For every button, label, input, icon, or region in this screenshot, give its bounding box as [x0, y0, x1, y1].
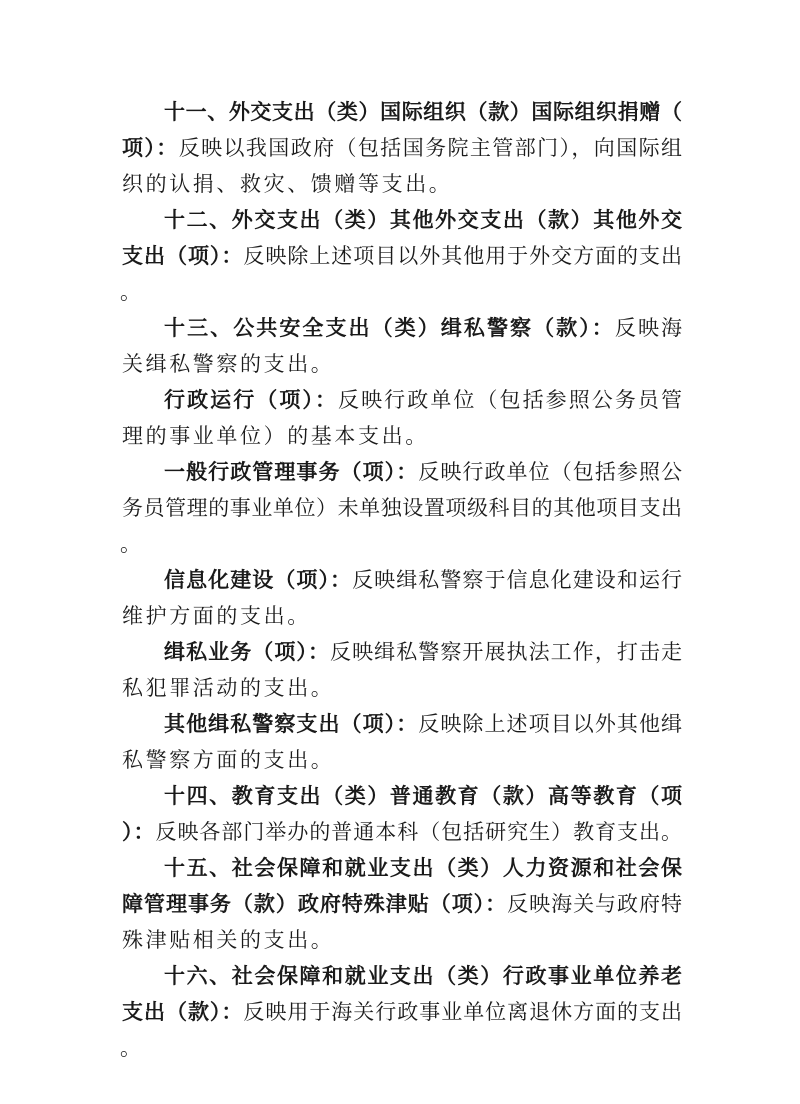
paragraph-14-line-1: 十四、教育支出（类）普通教育（款）高等教育（项	[164, 784, 682, 808]
paragraph-11-line-2: 项）：反映以我国政府（包括国务院主管部门），向国际组	[122, 136, 683, 160]
paragraph-15-line-3: 殊津贴相关的支出。	[122, 928, 335, 952]
paragraph-anti-smuggling-line-1: 缉私业务（项）：反映缉私警察开展执法工作，打击走	[164, 640, 683, 664]
paragraph-15-line-1: 十五、社会保障和就业支出（类）人力资源和社会保	[164, 856, 682, 880]
paragraph-general-admin-line-2: 务员管理的事业单位）未单独设置项级科目的其他项目支出	[122, 496, 682, 520]
paragraph-it-construction-line-1: 信息化建设（项）：反映缉私警察于信息化建设和运行	[164, 568, 683, 592]
paragraph-13-line-1: 十三、公共安全支出（类）缉私警察（款）：反映海	[164, 316, 683, 340]
paragraph-it-construction-line-2: 维护方面的支出。	[122, 604, 311, 628]
paragraph-15-line-2: 障管理事务（款）政府特殊津贴（项）：反映海关与政府特	[122, 892, 682, 916]
paragraph-11-line-1: 十一、外交支出（类）国际组织（款）国际组织捐赠（	[164, 100, 682, 124]
paragraph-12-line-2: 支出（项）：反映除上述项目以外其他用于外交方面的支出	[122, 244, 683, 268]
paragraph-12-line-1: 十二、外交支出（类）其他外交支出（款）其他外交	[164, 208, 682, 232]
paragraph-16-line-1: 十六、社会保障和就业支出（类）行政事业单位养老	[164, 964, 682, 988]
paragraph-16-line-3: 。	[120, 1036, 141, 1060]
paragraph-general-admin-line-1: 一般行政管理事务（项）：反映行政单位（包括参照公	[164, 460, 683, 484]
paragraph-anti-smuggling-line-2: 私犯罪活动的支出。	[122, 676, 335, 700]
paragraph-14-line-2: ）：反映各部门举办的普通本科（包括研究生）教育支出。	[122, 820, 683, 844]
paragraph-other-police-line-2: 私警察方面的支出。	[122, 748, 335, 772]
paragraph-general-admin-line-3: 。	[120, 532, 141, 556]
paragraph-16-line-2: 支出（款）：反映用于海关行政事业单位离退休方面的支出	[122, 1000, 683, 1024]
paragraph-admin-operation-line-2: 理的事业单位）的基本支出。	[122, 424, 429, 448]
paragraph-13-line-2: 关缉私警察的支出。	[122, 352, 335, 376]
paragraph-admin-operation-line-1: 行政运行（项）：反映行政单位（包括参照公务员管	[164, 388, 683, 412]
paragraph-12-line-3: 。	[120, 280, 141, 304]
paragraph-other-police-line-1: 其他缉私警察支出（项）：反映除上述项目以外其他缉	[164, 712, 683, 736]
paragraph-11-line-3: 织的认捐、救灾、馈赠等支出。	[122, 172, 453, 196]
